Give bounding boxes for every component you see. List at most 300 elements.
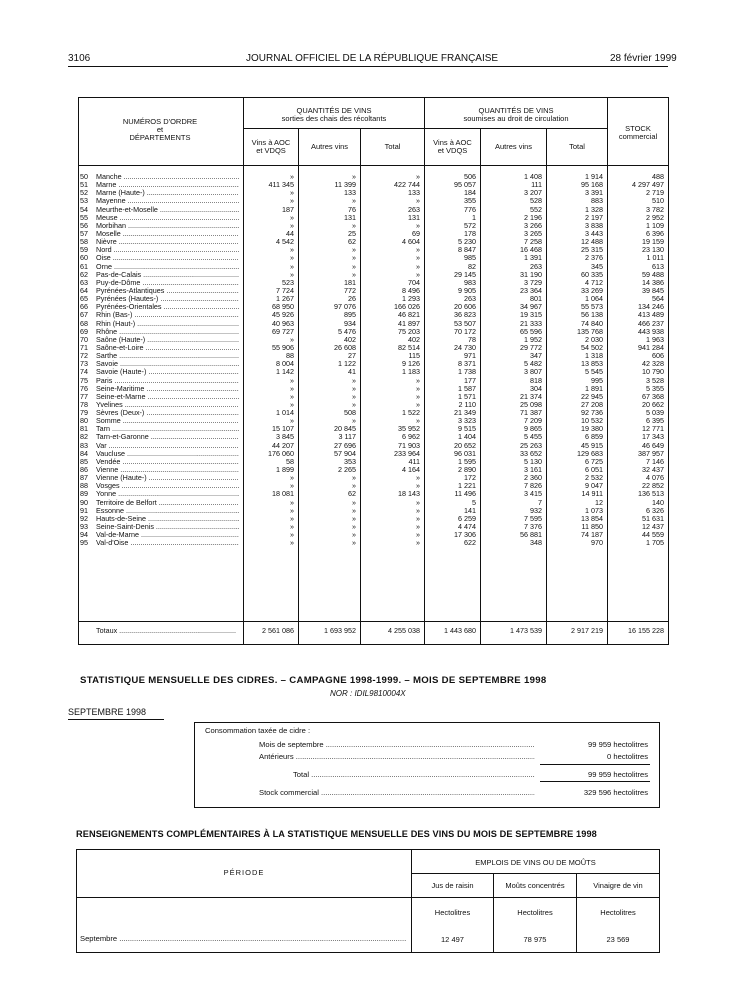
row-aoc-circ: 20 652 [454, 440, 476, 450]
row-total: » [416, 269, 420, 279]
row-stock: 4 297 497 [632, 180, 664, 190]
row-total: 1 522 [402, 408, 420, 418]
row-aoc: » [290, 383, 294, 393]
row-department: Meuse ..... [96, 214, 239, 222]
row-total-circ: 22 945 [581, 391, 603, 401]
row-department: Savoie ..... [96, 360, 239, 368]
total-value: 99 959 hectolitres [588, 770, 648, 779]
row-department: Val-d'Oise ..... [96, 539, 239, 547]
row-aoc: » [290, 530, 294, 540]
row-department: Seine-et-Marne ..... [96, 393, 239, 401]
row-stock: 6 326 [646, 505, 664, 515]
row-department: Morbihan ..... [96, 222, 239, 230]
row-autres-circ: 1 952 [524, 334, 542, 344]
row-number: 70 [80, 334, 88, 344]
row-number: 50 [80, 172, 88, 181]
stock-label: Stock commercial ..... [259, 788, 535, 797]
row-total-circ: 14 911 [581, 489, 603, 499]
sub-autres-header-1: Autres vins [310, 142, 349, 151]
row-autres: » [352, 261, 356, 271]
row-total: 1 293 [402, 294, 420, 304]
cidres-month-label: SEPTEMBRE 1998 [68, 707, 147, 717]
row-aoc: 88 [286, 351, 294, 361]
row-stock: 564 [652, 294, 664, 304]
row-autres: 772 [344, 285, 356, 295]
row-total-circ: 1 073 [585, 505, 603, 515]
col-vinaigre-header: Vinaigre de vin [593, 881, 643, 890]
vinaigre-value: 23 569 [606, 935, 630, 944]
mois-label: Mois de septembre ..... [259, 740, 535, 749]
row-total: » [416, 172, 420, 181]
row-department: Seine-Maritime ..... [96, 385, 239, 393]
row-aoc-circ: 177 [464, 375, 476, 385]
row-total-circ: 970 [591, 538, 603, 548]
row-number: 66 [80, 302, 88, 312]
row-autres: » [352, 497, 356, 507]
row-department: Vienne (Haute-) ..... [96, 474, 239, 482]
row-aoc: 68 950 [272, 302, 294, 312]
row-aoc: 176 060 [268, 448, 294, 458]
row-autres: 20 845 [334, 424, 356, 434]
row-number: 56 [80, 220, 88, 230]
row-aoc: » [290, 538, 294, 548]
row-autres-circ: 1 391 [524, 253, 542, 263]
row-autres: 133 [344, 188, 356, 198]
row-aoc: » [290, 481, 294, 491]
sub-total-header-2: Total [569, 142, 585, 151]
row-aoc: » [290, 212, 294, 222]
row-total-circ: 74 187 [581, 530, 603, 540]
row-aoc-circ: 178 [464, 228, 476, 238]
table-hline [78, 165, 668, 166]
row-number: 78 [80, 399, 88, 409]
row-total-circ: 135 768 [577, 326, 603, 336]
row-aoc-circ: 263 [464, 294, 476, 304]
row-number: 61 [80, 261, 88, 271]
row-number: 75 [80, 375, 88, 385]
row-aoc-circ: 20 606 [454, 302, 476, 312]
row-aoc-circ: 21 349 [454, 408, 476, 418]
row-number: 55 [80, 212, 88, 222]
row-autres: » [352, 391, 356, 401]
row-total: » [416, 220, 420, 230]
row-total: » [416, 399, 420, 409]
row-number: 54 [80, 204, 88, 214]
row-total: 41 897 [398, 318, 420, 328]
row-stock: 51 631 [642, 513, 664, 523]
row-department: Tarn-et-Garonne ..... [96, 433, 239, 441]
row-autres: 62 [348, 237, 356, 247]
row-autres-circ: 33 652 [520, 448, 542, 458]
row-total: » [416, 505, 420, 515]
totals-autres-circ: 1 473 539 [510, 626, 542, 635]
row-aoc-circ: 78 [468, 334, 476, 344]
row-department: Territoire de Belfort ..... [96, 499, 239, 507]
row-total: 82 514 [398, 342, 420, 352]
row-total-circ: 1 318 [585, 351, 603, 361]
row-number: 94 [80, 530, 88, 540]
row-autres: 508 [344, 408, 356, 418]
row-aoc: 187 [282, 204, 294, 214]
row-autres-circ: 3 265 [524, 228, 542, 238]
row-total-circ: 3 838 [585, 220, 603, 230]
stock-header: STOCK commercial [618, 124, 658, 141]
row-department: Oise ..... [96, 254, 239, 262]
row-autres-circ: 2 196 [524, 212, 542, 222]
row-department: Savoie (Haute-) ..... [96, 368, 239, 376]
row-total: 704 [408, 277, 420, 287]
row-aoc-circ: 622 [464, 538, 476, 548]
row-total: » [416, 497, 420, 507]
row-autres: 3 117 [338, 432, 356, 442]
row-total: » [416, 383, 420, 393]
journal-title: JOURNAL OFFICIEL DE LA RÉPUBLIQUE FRANÇAISE [246, 53, 499, 64]
row-autres-circ: 7 826 [524, 481, 542, 491]
group2-header: QUANTITÉS DE VINS soumises au droit de circulation [463, 106, 569, 123]
row-department: Marne ..... [96, 181, 239, 189]
row-total-circ: 74 840 [581, 318, 603, 328]
row-stock: 19 159 [642, 237, 664, 247]
row-aoc: » [290, 391, 294, 401]
row-department: Vosges ..... [96, 482, 239, 490]
row-autres: » [352, 538, 356, 548]
row-total-circ: 2 030 [585, 334, 603, 344]
row-number: 89 [80, 489, 88, 499]
row-total-circ: 13 853 [581, 359, 603, 369]
row-total: 115 [408, 351, 420, 361]
col-jus-header: Jus de raisin [431, 881, 474, 890]
row-autres: » [352, 245, 356, 255]
row-aoc: » [290, 505, 294, 515]
row-autres: » [352, 269, 356, 279]
row-autres-circ: 7 209 [524, 416, 542, 426]
totals-autres: 1 693 952 [324, 626, 356, 635]
row-department: Meurthe-et-Moselle ..... [96, 206, 239, 214]
row-stock: 387 957 [638, 448, 664, 458]
row-department: Pyrénées (Hautes-) ..... [96, 295, 239, 303]
cidres-nor: NOR : IDIL9810004X [330, 689, 406, 698]
row-total: 35 952 [398, 424, 420, 434]
row-aoc: 15 107 [272, 424, 294, 434]
row-autres: » [352, 505, 356, 515]
row-stock: 6 396 [646, 228, 664, 238]
row-autres: 11 399 [334, 180, 356, 190]
row-total-circ: 1 891 [585, 383, 603, 393]
row-aoc-circ: 2 890 [458, 465, 476, 475]
row-aoc: 523 [282, 277, 294, 287]
row-stock: 606 [652, 351, 664, 361]
row-aoc: 4 542 [276, 237, 294, 247]
row-aoc: 58 [286, 456, 294, 466]
row-autres: 25 [348, 228, 356, 238]
row-total-circ: 1 328 [585, 204, 603, 214]
row-number: 52 [80, 188, 88, 198]
row-aoc: 8 004 [276, 359, 294, 369]
row-autres: 895 [344, 310, 356, 320]
row-number: 93 [80, 522, 88, 532]
row-total: » [416, 538, 420, 548]
row-autres-circ: 932 [530, 505, 542, 515]
row-aoc: 44 [286, 228, 294, 238]
row-total: 422 744 [394, 180, 420, 190]
row-stock: 17 343 [642, 432, 664, 442]
row-total-circ: 19 380 [581, 424, 603, 434]
row-total-circ: 3 443 [585, 228, 603, 238]
cidres-total-rule [540, 781, 650, 782]
row-autres-circ: 19 315 [520, 310, 542, 320]
row-stock: 443 938 [638, 326, 664, 336]
row-stock: 941 284 [638, 342, 664, 352]
row-autres-circ: 7 258 [524, 237, 542, 247]
row-aoc-circ: 17 306 [454, 530, 476, 540]
row-total-circ: 4 712 [585, 277, 603, 287]
row-total: 18 143 [398, 489, 420, 499]
row-stock: 466 237 [638, 318, 664, 328]
row-department: Vendée ..... [96, 458, 239, 466]
row-aoc-circ: 82 [468, 261, 476, 271]
totals-label: Totaux ..... [96, 627, 236, 635]
row-aoc: 1 014 [276, 408, 294, 418]
row-total-circ: 33 269 [581, 285, 603, 295]
row-department: Pyrénées-Atlantiques ..... [96, 287, 239, 295]
row-total: » [416, 481, 420, 491]
row-aoc: 1 142 [276, 367, 294, 377]
row-autres: 131 [344, 212, 356, 222]
row-total-circ: 6 051 [585, 465, 603, 475]
row-aoc-circ: 2 110 [458, 399, 476, 409]
sub-total-header-1: Total [384, 142, 401, 151]
row-aoc-circ: 1 404 [458, 432, 476, 442]
row-stock: 1 011 [646, 253, 664, 263]
row-autres: 27 [348, 351, 356, 361]
row-number: 64 [80, 285, 88, 295]
row-autres: 2 265 [338, 465, 356, 475]
row-autres-circ: 3 729 [524, 277, 542, 287]
row-total: » [416, 245, 420, 255]
row-total-circ: 55 573 [581, 302, 603, 312]
row-aoc-circ: 24 730 [454, 342, 476, 352]
row-department: Sarthe ..... [96, 352, 239, 360]
row-stock: 46 649 [642, 440, 664, 450]
row-number: 65 [80, 294, 88, 304]
cidres-month-rule [68, 719, 164, 720]
row-autres-circ: 65 596 [520, 326, 542, 336]
row-total-circ: 13 854 [581, 513, 603, 523]
row-number: 81 [80, 424, 88, 434]
row-aoc: » [290, 416, 294, 426]
septembre-label: Septembre ..... [80, 934, 406, 943]
row-number: 67 [80, 310, 88, 320]
row-autres: 353 [344, 456, 356, 466]
row-stock: 140 [652, 497, 664, 507]
row-total: 402 [408, 334, 420, 344]
row-number: 77 [80, 391, 88, 401]
mois-value: 99 959 hectolitres [588, 740, 648, 749]
row-autres-circ: 801 [530, 294, 542, 304]
row-autres-circ: 23 364 [520, 285, 542, 295]
unit-vinaigre: Hectolitres [600, 908, 636, 917]
row-autres: 402 [344, 334, 356, 344]
row-stock: 14 386 [642, 277, 664, 287]
row-autres: 934 [344, 318, 356, 328]
row-stock: 12 437 [642, 522, 664, 532]
row-stock: 4 076 [646, 473, 664, 483]
sub-autres-header-2: Autres vins [494, 142, 533, 151]
comp-hline [76, 897, 659, 898]
row-autres: 5 476 [338, 326, 356, 336]
row-department: Pyrénées-Orientales ..... [96, 303, 239, 311]
comp-hline [411, 873, 659, 874]
row-autres-circ: 29 772 [520, 342, 542, 352]
row-autres: 26 608 [334, 342, 356, 352]
row-department: Seine-Saint-Denis ..... [96, 523, 239, 531]
row-stock: 32 437 [642, 465, 664, 475]
complementary-title: RENSEIGNEMENTS COMPLÉMENTAIRES À LA STATISTIQUE MENSUELLE DES VINS DU MOIS DE SEPTEMBRE 1998 [76, 829, 597, 839]
row-department: Manche ..... [96, 173, 239, 181]
anterieurs-label: Antérieurs ..... [259, 752, 535, 761]
row-autres-circ: 111 [531, 180, 542, 190]
row-number: 88 [80, 481, 88, 491]
row-aoc-circ: 572 [464, 220, 476, 230]
row-stock: 44 559 [642, 530, 664, 540]
row-autres-circ: 21 333 [520, 318, 542, 328]
row-total-circ: 11 850 [581, 522, 603, 532]
mouts-value: 78 975 [523, 935, 547, 944]
row-stock: 2 952 [646, 212, 664, 222]
row-aoc: » [290, 196, 294, 206]
totals-stock: 16 155 228 [628, 626, 664, 635]
row-number: 76 [80, 383, 88, 393]
row-department: Puy-de-Dôme ..... [96, 279, 239, 287]
row-aoc: » [290, 513, 294, 523]
row-autres-circ: 31 190 [520, 269, 542, 279]
row-aoc-circ: 8 847 [458, 245, 476, 255]
row-stock: 7 146 [646, 456, 664, 466]
issue-date: 28 février 1999 [610, 53, 677, 64]
row-aoc-circ: 96 031 [454, 448, 476, 458]
row-total-circ: 60 335 [581, 269, 603, 279]
row-total-circ: 12 488 [581, 237, 603, 247]
row-aoc-circ: 6 259 [458, 513, 476, 523]
row-total: » [416, 522, 420, 532]
row-autres-circ: 16 468 [520, 245, 542, 255]
row-autres: 97 076 [334, 302, 356, 312]
row-aoc-circ: 5 230 [458, 237, 476, 247]
col-mouts-header: Moûts concentrés [505, 881, 565, 890]
row-aoc: 69 727 [272, 326, 294, 336]
row-number: 53 [80, 196, 88, 206]
row-autres: 41 [348, 367, 356, 377]
row-total: 8 496 [402, 285, 420, 295]
row-total: 46 821 [398, 310, 420, 320]
row-stock: 3 528 [646, 375, 664, 385]
row-total-circ: 1 064 [585, 294, 603, 304]
row-aoc-circ: 29 145 [454, 269, 476, 279]
row-aoc: » [290, 334, 294, 344]
periode-header: PÉRIODE [223, 868, 265, 877]
row-department: Rhin (Haut-) ..... [96, 320, 239, 328]
row-total: 71 903 [398, 440, 420, 450]
row-department: Yvelines ..... [96, 401, 239, 409]
row-total: 4 604 [402, 237, 420, 247]
row-aoc-circ: 506 [464, 172, 476, 181]
row-autres: » [352, 383, 356, 393]
row-total-circ: 6 859 [585, 432, 603, 442]
row-total: 75 203 [398, 326, 420, 336]
row-number: 72 [80, 351, 88, 361]
row-aoc-circ: 184 [464, 188, 476, 198]
row-aoc: » [290, 253, 294, 263]
row-autres-circ: 25 098 [520, 399, 542, 409]
row-aoc: » [290, 261, 294, 271]
row-stock: 59 488 [642, 269, 664, 279]
totals-total: 4 255 038 [388, 626, 420, 635]
unit-jus: Hectolitres [434, 908, 471, 917]
row-department: Nord ..... [96, 246, 239, 254]
row-aoc: 411 345 [268, 180, 294, 190]
totals-aoc-circ: 1 443 680 [444, 626, 476, 635]
row-total: 166 026 [394, 302, 420, 312]
conso-label: Consommation taxée de cidre : [205, 726, 311, 735]
sub-aoc-header-1: Vins à AOC et VDQS [251, 138, 291, 155]
row-aoc: 1 267 [276, 294, 294, 304]
row-number: 58 [80, 237, 88, 247]
row-autres-circ: 552 [530, 204, 542, 214]
jus-value: 12 497 [441, 935, 464, 944]
totals-total-circ: 2 917 219 [571, 626, 603, 635]
row-department: Saône-et-Loire ..... [96, 344, 239, 352]
row-total-circ: 12 [595, 497, 603, 507]
row-autres-circ: 3 266 [524, 220, 542, 230]
row-number: 85 [80, 456, 88, 466]
row-total: » [416, 196, 420, 206]
row-autres: » [352, 513, 356, 523]
row-autres-circ: 71 387 [520, 408, 542, 418]
row-aoc: » [290, 473, 294, 483]
row-autres: 62 [348, 489, 356, 499]
row-aoc: » [290, 375, 294, 385]
row-total-circ: 95 168 [581, 180, 603, 190]
row-aoc: 7 724 [276, 285, 294, 295]
row-stock: 10 790 [642, 367, 664, 377]
row-number: 57 [80, 228, 88, 238]
row-department: Var ..... [96, 442, 239, 450]
row-number: 80 [80, 416, 88, 426]
row-stock: 488 [652, 172, 664, 181]
row-total: 233 964 [394, 448, 420, 458]
row-department: Sèvres (Deux-) ..... [96, 409, 239, 417]
row-total: » [416, 416, 420, 426]
row-autres: 57 904 [334, 448, 356, 458]
row-department: Vienne ..... [96, 466, 239, 474]
row-autres-circ: 21 374 [520, 391, 542, 401]
row-stock: 67 368 [642, 391, 664, 401]
row-department: Yonne ..... [96, 490, 239, 498]
row-department: Moselle ..... [96, 230, 239, 238]
row-total-circ: 1 914 [585, 172, 603, 181]
row-aoc-circ: 1 221 [458, 481, 476, 491]
row-aoc: » [290, 245, 294, 255]
table-hline [78, 621, 668, 622]
row-autres: 181 [344, 277, 356, 287]
row-autres: » [352, 375, 356, 385]
row-aoc-circ: 70 172 [454, 326, 476, 336]
row-total: » [416, 473, 420, 483]
row-department: Vaucluse ..... [96, 450, 239, 458]
row-total-circ: 92 736 [581, 408, 603, 418]
row-autres: » [352, 399, 356, 409]
row-stock: 1 963 [646, 334, 664, 344]
